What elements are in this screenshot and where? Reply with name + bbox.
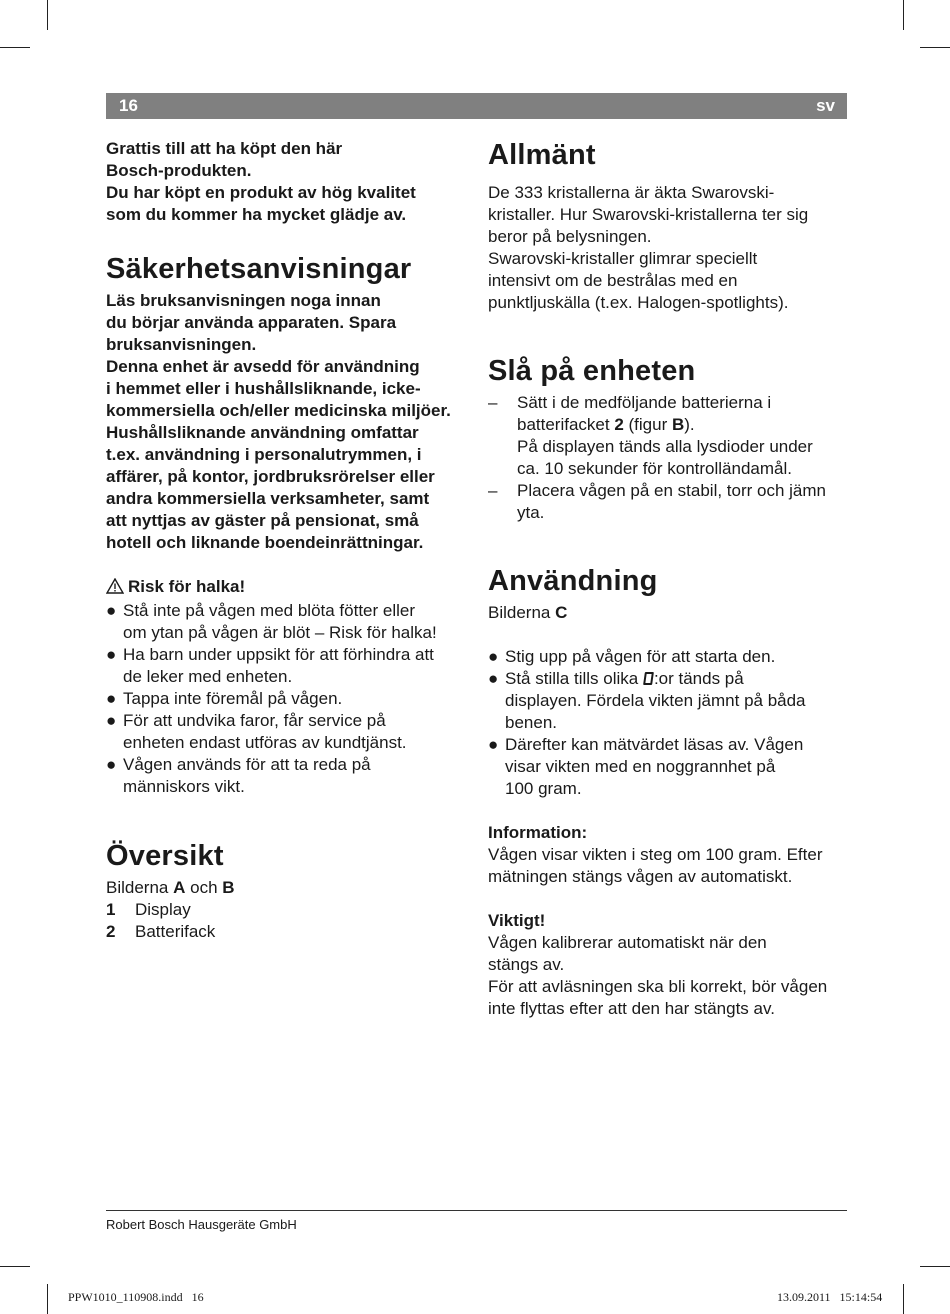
- bullet-icon: ●: [106, 711, 117, 730]
- safety-line: Denna enhet är avsedd för användning: [106, 357, 420, 376]
- warning-title-row: [106, 576, 470, 600]
- bullet-icon: ●: [106, 601, 117, 620]
- display-digit-icon: [643, 672, 654, 685]
- general-line: Swarovski-kristaller glimrar speciellt: [488, 249, 758, 268]
- general-line: De 333 kristallerna är äkta Swarovski-: [488, 183, 775, 202]
- switch-on-heading: Slå på enheten: [488, 355, 696, 387]
- text-run: :or tänds på: [653, 669, 744, 688]
- usage-heading: Användning: [488, 565, 658, 597]
- bullet-line: För att undvika faror, får service på: [123, 711, 386, 730]
- text-run: ).: [684, 415, 695, 434]
- figures-prefix: Bilderna: [488, 603, 556, 622]
- right-column: [488, 138, 850, 1020]
- list-item: [106, 688, 470, 710]
- item-label: Display: [135, 900, 191, 919]
- general-line: kristaller. Hur Swarovski-kristallerna ter sig: [488, 205, 809, 224]
- crop-mark-top-left-v: [47, 0, 48, 30]
- item-line: Sätt i de medföljande batterierna i: [517, 393, 772, 412]
- figure-ref-b: B: [222, 878, 235, 897]
- important-line: Vågen kalibrerar automatiskt när den: [488, 933, 767, 952]
- bullet-line: människors vikt.: [123, 777, 245, 796]
- intro-text: [106, 138, 470, 226]
- safety-text: [106, 290, 470, 554]
- left-column: [106, 138, 470, 943]
- bullet-line: benen.: [505, 713, 557, 732]
- intro-line: Bosch-produkten.: [106, 161, 252, 180]
- important-line: stängs av.: [488, 955, 565, 974]
- safety-line: du börjar använda apparaten. Spara: [106, 313, 397, 332]
- warning-title: Risk för halka!: [128, 577, 246, 596]
- crop-mark-bottom-left-v: [47, 1284, 48, 1314]
- text-run: Stå stilla tills olika: [505, 669, 643, 688]
- page-number: 16: [119, 96, 138, 115]
- bullet-line: enheten endast utföras av kundtjänst.: [123, 733, 407, 752]
- safety-line: kommersiella och/eller medicinska miljöer.: [106, 401, 451, 420]
- overview-item-battery: [106, 921, 470, 943]
- bullet-icon: ●: [106, 755, 117, 774]
- and-text: och: [185, 878, 223, 897]
- bullet-line: Ha barn under uppsikt för att förhindra att: [123, 645, 434, 664]
- bullet-line: displayen. Fördela vikten jämnt på båda: [505, 691, 806, 710]
- crop-mark-top-right-v: [903, 0, 904, 30]
- page-header-bar: [106, 93, 847, 119]
- bullet-line: Tappa inte föremål på vågen.: [123, 689, 343, 708]
- bullet-line: de leker med enheten.: [123, 667, 293, 686]
- language-code: sv: [816, 96, 835, 115]
- crop-mark-bottom-left-h: [0, 1266, 30, 1267]
- bullet-line: Därefter kan mätvärdet läsas av. Vågen: [505, 735, 804, 754]
- safety-line: andra kommersiella verksamheter, samt: [106, 489, 430, 508]
- overview-figures: [106, 877, 470, 899]
- overview-item-display: [106, 899, 470, 921]
- bullet-line: om ytan på vågen är blöt – Risk för halka!: [123, 623, 437, 642]
- list-item: [106, 710, 470, 754]
- list-item: [488, 392, 850, 480]
- safety-heading: Säkerhetsanvisningar: [106, 253, 412, 285]
- list-item: [488, 668, 850, 734]
- figure-ref-b: B: [671, 415, 685, 434]
- dash-marker: –: [488, 393, 498, 412]
- warning-triangle-icon: [106, 578, 124, 600]
- figure-ref-a: A: [173, 878, 186, 897]
- information-line: Vågen visar vikten i steg om 100 gram. Efter: [488, 845, 823, 864]
- list-item: [488, 734, 850, 800]
- safety-bullet-list: [106, 600, 470, 798]
- general-line: beror på belysningen.: [488, 227, 652, 246]
- item-line: På displayen tänds alla lysdioder under: [517, 437, 813, 456]
- information-title: Information:: [488, 823, 588, 842]
- switch-on-list: [488, 392, 850, 524]
- information-line: mätningen stängs vågen av automatiskt.: [488, 867, 793, 886]
- item-line: [517, 414, 850, 436]
- crop-mark-bottom-right-h: [920, 1266, 950, 1267]
- bullet-line: Stig upp på vågen för att starta den.: [505, 647, 776, 666]
- bullet-icon: ●: [488, 735, 499, 754]
- list-item: [488, 646, 850, 668]
- safety-line: att nyttjas av gäster på pensionat, små: [106, 511, 419, 530]
- intro-line: Du har köpt en produkt av hög kvalitet: [106, 183, 416, 202]
- bullet-line: [505, 668, 850, 690]
- usage-figures: [488, 602, 850, 624]
- list-item: [106, 600, 470, 644]
- intro-line: som du kommer ha mycket glädje av.: [106, 205, 407, 224]
- footer-divider: [106, 1210, 847, 1211]
- important-line: inte flyttas efter att den har stängts av.: [488, 999, 775, 1018]
- important-line: För att avläsningen ska bli korrekt, bör vågen: [488, 977, 828, 996]
- text-run: batterifacket: [517, 415, 615, 434]
- footer-company: Robert Bosch Hausgeräte GmbH: [106, 1217, 297, 1232]
- safety-line: i hemmet eller i hushållsliknande, icke-: [106, 379, 421, 398]
- list-item: [488, 480, 850, 524]
- item-label: Batterifack: [135, 922, 216, 941]
- item-line: Placera vågen på en stabil, torr och jämn: [517, 481, 827, 500]
- safety-line: Hushållsliknande användning omfattar: [106, 423, 419, 442]
- bullet-line: visar vikten med en noggrannhet på: [505, 757, 776, 776]
- item-number: 2: [106, 922, 116, 941]
- bullet-line: Vågen används för att ta reda på: [123, 755, 371, 774]
- text-run: (figur: [623, 415, 672, 434]
- figure-ref-c: C: [555, 603, 568, 622]
- important-title: Viktigt!: [488, 911, 546, 930]
- bullet-icon: ●: [488, 647, 499, 666]
- bullet-line: Stå inte på vågen med blöta fötter eller: [123, 601, 416, 620]
- print-slug-file: PPW1010_110908.indd 16: [68, 1290, 204, 1304]
- usage-bullet-list: [488, 646, 850, 800]
- general-line: punktljuskälla (t.ex. Halogen-spotlights).: [488, 293, 789, 312]
- crop-mark-top-right-h: [920, 47, 950, 48]
- item-line: ca. 10 sekunder för kontrolländamål.: [517, 459, 792, 478]
- print-slug-date: 13.09.2011 15:14:54: [777, 1290, 883, 1304]
- list-item: [106, 754, 470, 798]
- safety-line: t.ex. användning i personalutrymmen, i: [106, 445, 422, 464]
- general-line: intensivt om de bestrålas med en: [488, 271, 738, 290]
- item-number: 1: [106, 900, 116, 919]
- safety-line: hotell och liknande boendeinrättningar.: [106, 533, 424, 552]
- safety-line: Läs bruksanvisningen noga innan: [106, 291, 381, 310]
- general-heading: Allmänt: [488, 139, 596, 171]
- bullet-line: 100 gram.: [505, 779, 582, 798]
- part-number: 2: [614, 415, 624, 434]
- bullet-icon: ●: [488, 669, 499, 688]
- intro-line: Grattis till att ha köpt den här: [106, 139, 343, 158]
- bullet-icon: ●: [106, 689, 117, 708]
- safety-line: bruksanvisningen.: [106, 335, 257, 354]
- dash-marker: –: [488, 481, 498, 500]
- figures-prefix: Bilderna: [106, 878, 174, 897]
- list-item: [106, 644, 470, 688]
- overview-heading: Översikt: [106, 840, 224, 872]
- bullet-icon: ●: [106, 645, 117, 664]
- crop-mark-bottom-right-v: [903, 1284, 904, 1314]
- item-line: yta.: [517, 503, 545, 522]
- safety-line: affärer, på kontor, jordbruksrörelser eller: [106, 467, 435, 486]
- crop-mark-top-left-h: [0, 47, 30, 48]
- general-text: [488, 182, 850, 314]
